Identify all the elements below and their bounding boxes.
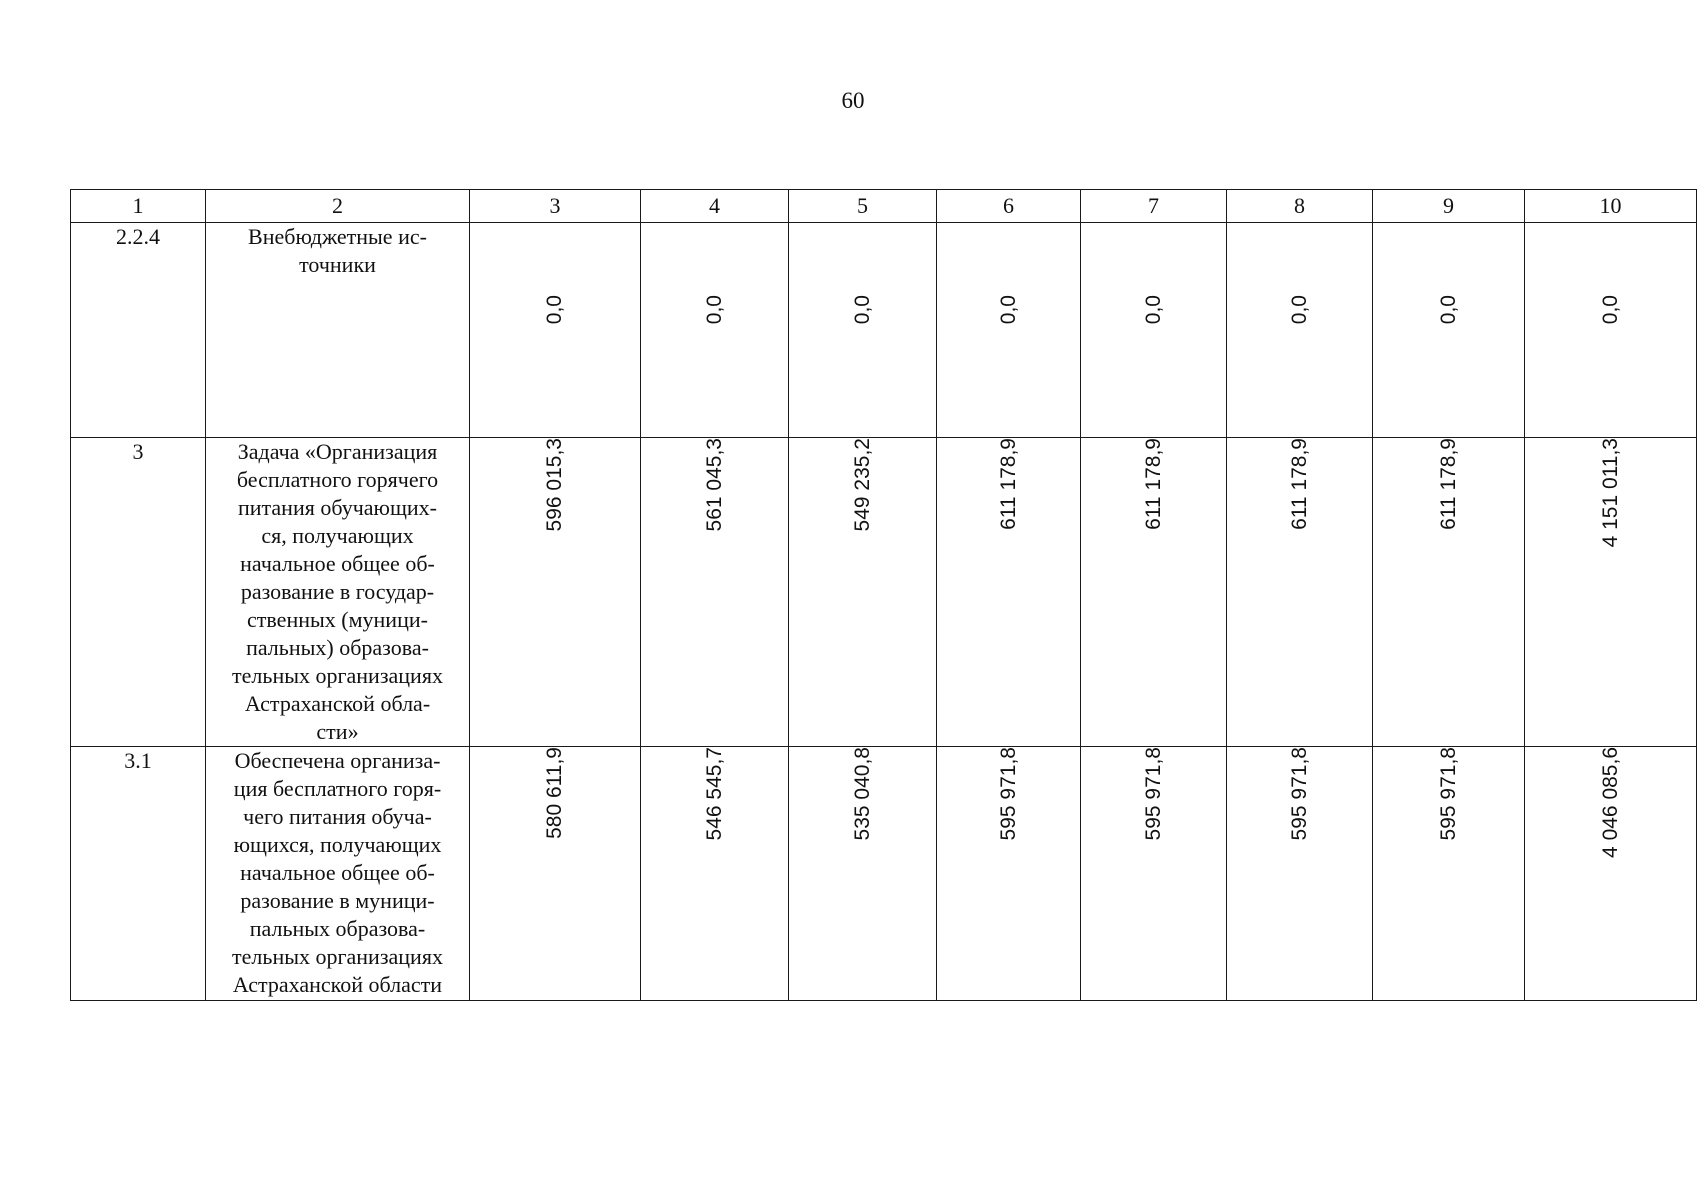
text-line: ственных (муници- [247, 607, 428, 632]
value-text: 0,0 [1598, 295, 1622, 325]
column-header: 7 [1081, 190, 1227, 223]
value-cell [1081, 223, 1227, 438]
value-text: 546 545,7 [702, 747, 726, 841]
text-line: чего питания обуча- [243, 804, 432, 829]
value-text: 595 971,8 [1436, 747, 1460, 841]
value-cell [1373, 438, 1525, 747]
text-line: разование в государ- [240, 579, 435, 604]
value-text: 561 045,3 [702, 438, 726, 532]
text-line: Задача «Организация [237, 439, 438, 464]
value-text: 595 971,8 [996, 747, 1020, 841]
text-line: тельных организациях [232, 944, 443, 969]
value-text: 0,0 [1141, 295, 1165, 325]
value-cell [641, 438, 789, 747]
value-text: 0,0 [1287, 295, 1311, 325]
column-header: 6 [937, 190, 1081, 223]
value-text: 595 971,8 [1287, 747, 1311, 841]
text-line: разование в муници- [240, 888, 435, 913]
text-line: сти» [316, 719, 359, 744]
value-text: 4 151 011,3 [1598, 438, 1622, 548]
text-line: ющихся, получающих [233, 832, 442, 857]
row-code: 3.1 [71, 747, 206, 1001]
value-cell [1525, 223, 1697, 438]
row-code: 3 [71, 438, 206, 747]
page-number: 60 [841, 88, 865, 113]
value-cell [1525, 438, 1697, 747]
table-row [71, 747, 1697, 1001]
value-text: 549 235,2 [850, 438, 874, 532]
column-header: 9 [1373, 190, 1525, 223]
text-line: Обеспечена организа- [234, 748, 441, 773]
value-text: 596 015,3 [543, 438, 566, 532]
value-text: 0,0 [702, 295, 726, 325]
text-line: начальное общее об- [240, 551, 435, 576]
value-cell [1525, 747, 1697, 1001]
value-cell [470, 747, 641, 1001]
row-name [206, 438, 470, 747]
text-line: пальных) образова- [246, 635, 429, 660]
value-text: 611 178,9 [1287, 438, 1311, 530]
table-row [71, 438, 1697, 747]
text-line: бесплатного горячего [236, 467, 439, 492]
row-name [206, 223, 470, 438]
row-name [206, 747, 470, 1001]
value-cell [789, 438, 937, 747]
text-line: Астраханской области [232, 972, 443, 997]
table-row [71, 223, 1697, 438]
column-header: 10 [1525, 190, 1697, 223]
text-line: ция бесплатного горя- [233, 776, 442, 801]
value-text: 611 178,9 [996, 438, 1020, 530]
value-text: 4 046 085,6 [1598, 747, 1622, 858]
text-line: тельных организациях [232, 663, 443, 688]
row-code: 2.2.4 [71, 223, 206, 438]
text-line: питания обучающих- [237, 495, 438, 520]
value-cell [1227, 747, 1373, 1001]
column-header: 4 [641, 190, 789, 223]
value-cell [1081, 747, 1227, 1001]
value-text: 0,0 [543, 295, 566, 325]
value-cell [1227, 438, 1373, 747]
text-line: пальных образова- [249, 916, 426, 941]
value-text: 0,0 [850, 295, 874, 325]
value-text: 580 611,9 [543, 747, 566, 839]
value-text: 535 040,8 [850, 747, 874, 841]
column-header: 2 [206, 190, 470, 223]
value-cell [937, 747, 1081, 1001]
value-cell [937, 438, 1081, 747]
text-line: начальное общее об- [240, 860, 435, 885]
value-cell [789, 747, 937, 1001]
column-header: 3 [470, 190, 641, 223]
value-cell [641, 223, 789, 438]
column-header: 8 [1227, 190, 1373, 223]
text-line: Внебюджетные ис- [248, 224, 427, 249]
value-text: 611 178,9 [1141, 438, 1165, 530]
table-header-row [71, 190, 1697, 223]
column-header: 5 [789, 190, 937, 223]
value-cell [1081, 438, 1227, 747]
budget-table [70, 189, 1697, 1001]
text-line: Астраханской обла- [244, 691, 431, 716]
value-cell [470, 438, 641, 747]
value-text: 611 178,9 [1436, 438, 1460, 530]
value-text: 595 971,8 [1141, 747, 1165, 841]
text-line: точники [299, 252, 376, 277]
value-cell [641, 747, 789, 1001]
text-line: ся, получающих [261, 523, 414, 548]
value-cell [1373, 747, 1525, 1001]
value-text: 0,0 [996, 295, 1020, 325]
value-cell [789, 223, 937, 438]
column-header: 1 [71, 190, 206, 223]
value-cell [1227, 223, 1373, 438]
value-cell [470, 223, 641, 438]
value-cell [937, 223, 1081, 438]
value-cell [1373, 223, 1525, 438]
value-text: 0,0 [1436, 295, 1460, 325]
